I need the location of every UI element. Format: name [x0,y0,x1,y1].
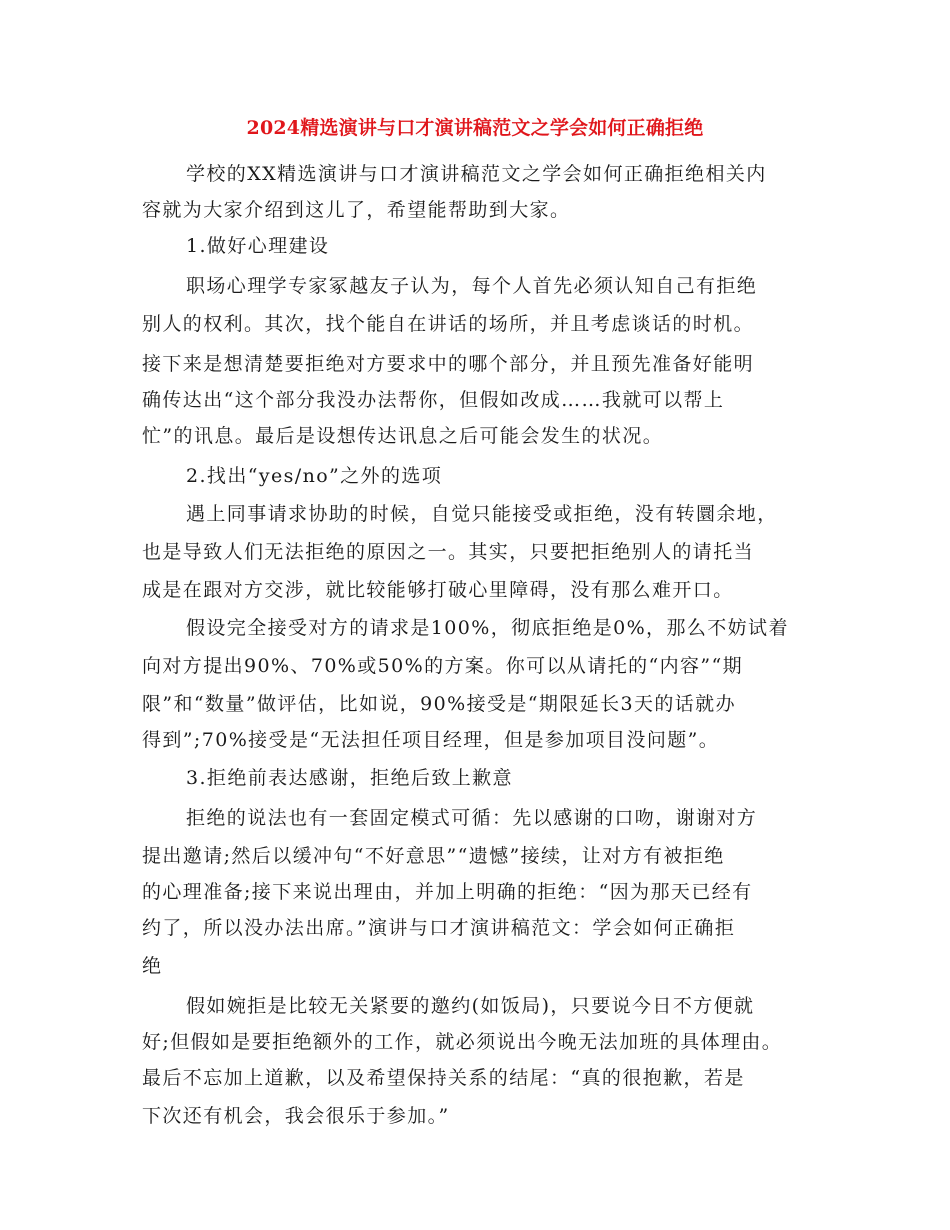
paragraph-line: 向对方提出90%、70%或50%的方案。你可以从请托的“内容”“期 [142,655,744,677]
paragraph-line: 下次还有机会，我会很乐于参加。” [142,1105,450,1127]
paragraph-line: 的心理准备;接下来说出理由，并加上明确的拒绝：“因为那天已经有 [142,881,753,903]
paragraph-line: 绝 [142,955,163,977]
paragraph-line: 成是在跟对方交涉，就比较能够打破心里障碍，没有那么难开口。 [142,579,734,601]
paragraph-line: 1.做好心理建设 [186,235,330,257]
paragraph-line: 拒绝的说法也有一套固定模式可循：先以感谢的口吻，谢谢对方 [186,807,758,829]
paragraph-line: 忙”的讯息。最后是设想传达讯息之后可能会发生的状况。 [142,425,664,447]
paragraph-line: 好;但假如是要拒绝额外的工作，就必须说出今晚无法加班的具体理由。 [142,1031,783,1053]
paragraph-line: 也是导致人们无法拒绝的原因之一。其实，只要把拒绝别人的请托当 [142,541,755,563]
paragraph-line: 假如婉拒是比较无关紧要的邀约(如饭局)，只要说今日不方便就 [186,995,755,1017]
paragraph-line: 确传达出“这个部分我没办法帮你，但假如改成……我就可以帮上 [142,389,725,411]
paragraph-line: 容就为大家介绍到这儿了，希望能帮助到大家。 [142,199,571,221]
paragraph-line: 限”和“数量”做评估，比如说，90%接受是“期限延长3天的话就办 [142,693,736,715]
paragraph-line: 别人的权利。其次，找个能自在讲话的场所，并且考虑谈话的时机。 [142,313,755,335]
paragraph-line: 假设完全接受对方的请求是100%，彻底拒绝是0%，那么不妨试着 [186,617,789,639]
paragraph-line: 遇上同事请求协助的时候，自觉只能接受或拒绝，没有转圜余地， [186,503,778,525]
document-title: 2024精选演讲与口才演讲稿范文之学会如何正确拒绝 [246,117,704,139]
paragraph-line: 约了，所以没办法出席。”演讲与口才演讲稿范文：学会如何正确拒 [142,917,736,939]
paragraph-line: 提出邀请;然后以缓冲句“不好意思”“遗憾”接续，让对方有被拒绝 [142,845,725,867]
paragraph-line: 接下来是想清楚要拒绝对方要求中的哪个部分，并且预先准备好能明 [142,353,755,375]
paragraph-line: 得到”;70%接受是“无法担任项目经理，但是参加项目没问题”。 [142,729,720,751]
paragraph-line: 3.拒绝前表达感谢，拒绝后致上歉意 [186,767,513,789]
paragraph-line: 2.找出“yes/no”之外的选项 [186,465,443,487]
paragraph-line: 学校的XX精选演讲与口才演讲稿范文之学会如何正确拒绝相关内 [186,163,767,185]
paragraph-line: 职场心理学专家冢越友子认为，每个人首先必须认知自己有拒绝 [186,275,758,297]
paragraph-line: 最后不忘加上道歉，以及希望保持关系的结尾：“真的很抱歉，若是 [142,1067,745,1089]
